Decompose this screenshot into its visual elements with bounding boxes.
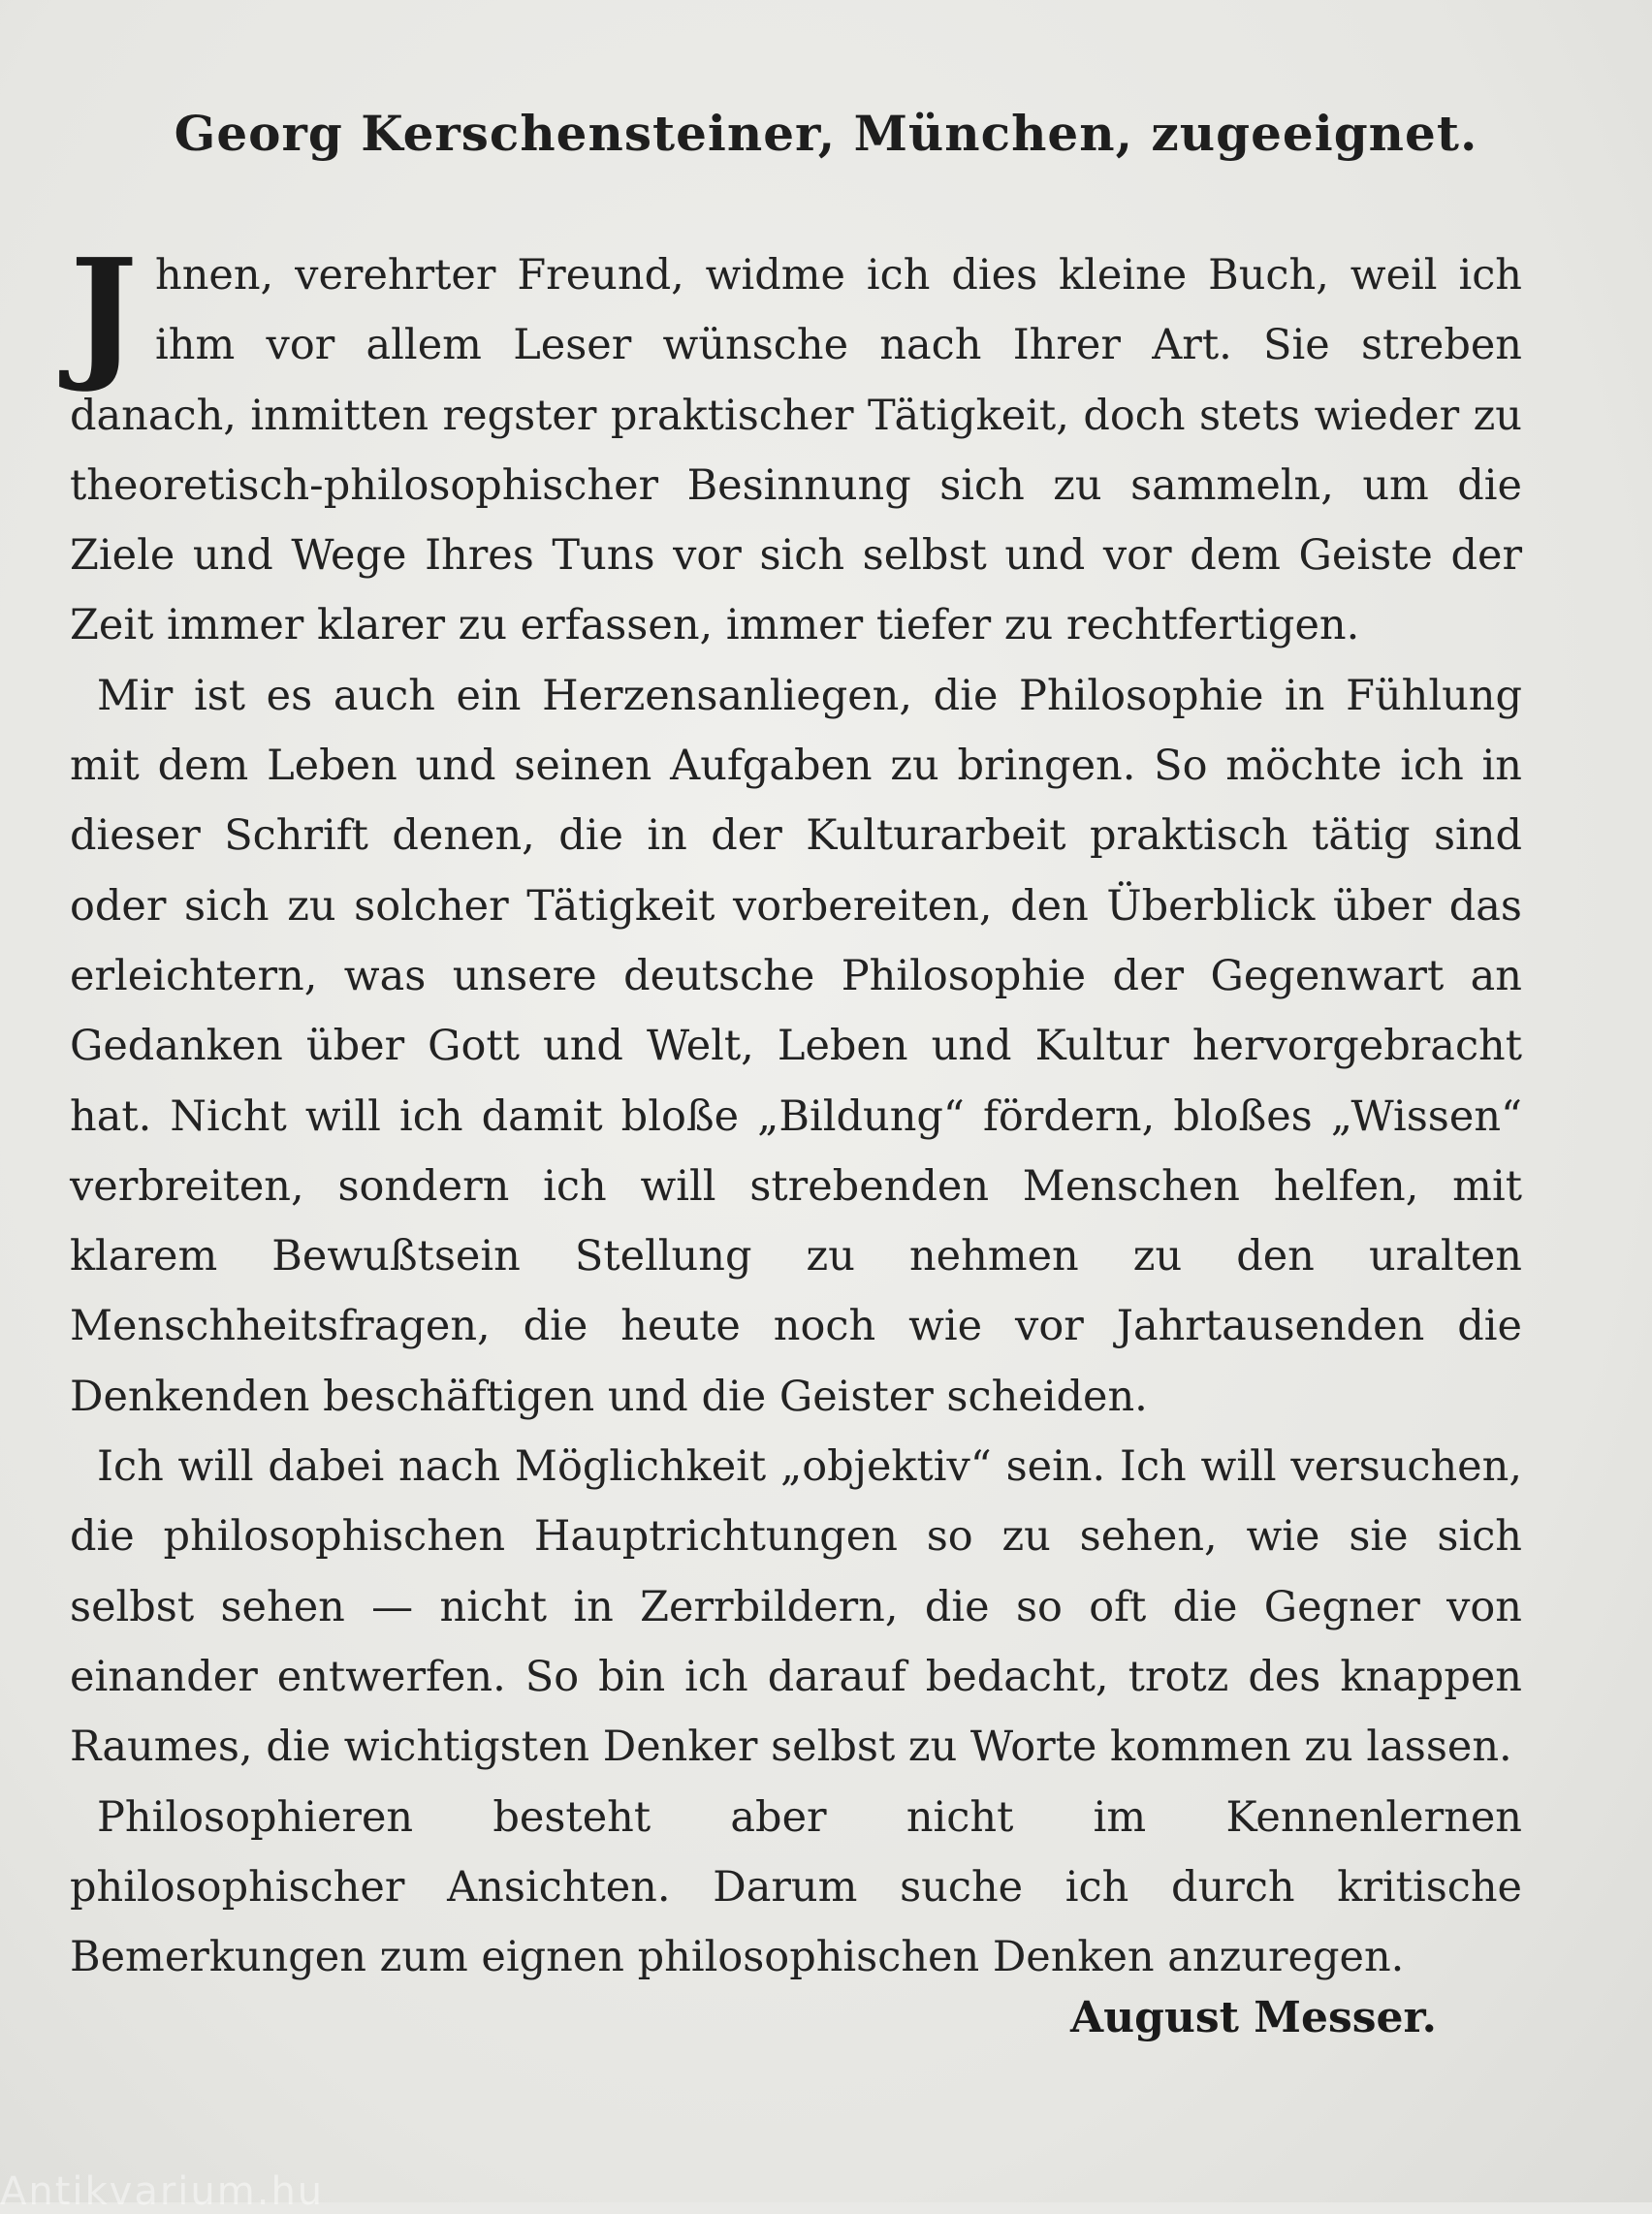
author-signature: August Messer. (1070, 1993, 1437, 2042)
paragraph-2: Mir ist es auch ein Herzensanliegen, die Philosophie in Fühlung mit dem Leben und seinen Aufgaben zu bringen. So möchte ich in dieser Schrift denen, die in der Kulturarbeit praktisch tätig sind oder sich zu solcher Tätigkeit vorbereiten, den Überblick über das erleichtern, was unsere deutsche Philosophie der Gegenwart an Gedanken über Gott und Welt, Leben und Kultur hervorgebracht hat. Nicht will ich damit bloße „Bildung“ fördern, bloßes „Wissen“ verbreiten, sondern ich will strebenden Menschen helfen, mit klarem Bewußtsein Stellung zu nehmen zu den uralten Menschheitsfragen, die heute noch wie vor Jahrtausenden die Denkenden beschäftigen und die Geister scheiden. (70, 671, 1522, 1421)
paragraph-1-text: hnen, verehrter Freund, widme ich dies kleine Buch, weil ich ihm vor allem Leser wünsche nach Ihrer Art. Sie streben danach, inmitten regster praktischer Tätigkeit, doch stets wieder zu theoretisch-philosophischer Besinnung sich zu sammeln, um die Ziele und Wege Ihres Tuns vor sich selbst und vor dem Geiste der Zeit immer klarer zu erfassen, immer tiefer zu rechtfertigen. (70, 251, 1522, 650)
dedication-text (70, 227, 1522, 1992)
paragraph-3: Ich will dabei nach Möglichkeit „objektiv“ sein. Ich will versuchen, die philosophischen Hauptrichtungen so zu sehen, wie sie sich selbst sehen — nicht in Zerrbildern, die so oft die Gegner von einander entwerfen. So bin ich darauf bedacht, trotz des knappen Raumes, die wichtigsten Denker selbst zu Worte kommen zu lassen. (70, 1442, 1522, 1772)
dedication-title: Georg Kerschensteiner, München, zugeeignet. (174, 105, 1478, 162)
watermark: Antikvarium.hu (0, 2169, 325, 2214)
paragraph-1 (70, 227, 1522, 661)
drop-cap: J (70, 227, 139, 395)
paragraph-4: Philosophieren besteht aber nicht im Kennenlernen philosophischer Ansichten. Darum suche ich durch kritische Bemerkungen zum eignen philosophischen Denken anzuregen. (70, 1792, 1522, 1982)
